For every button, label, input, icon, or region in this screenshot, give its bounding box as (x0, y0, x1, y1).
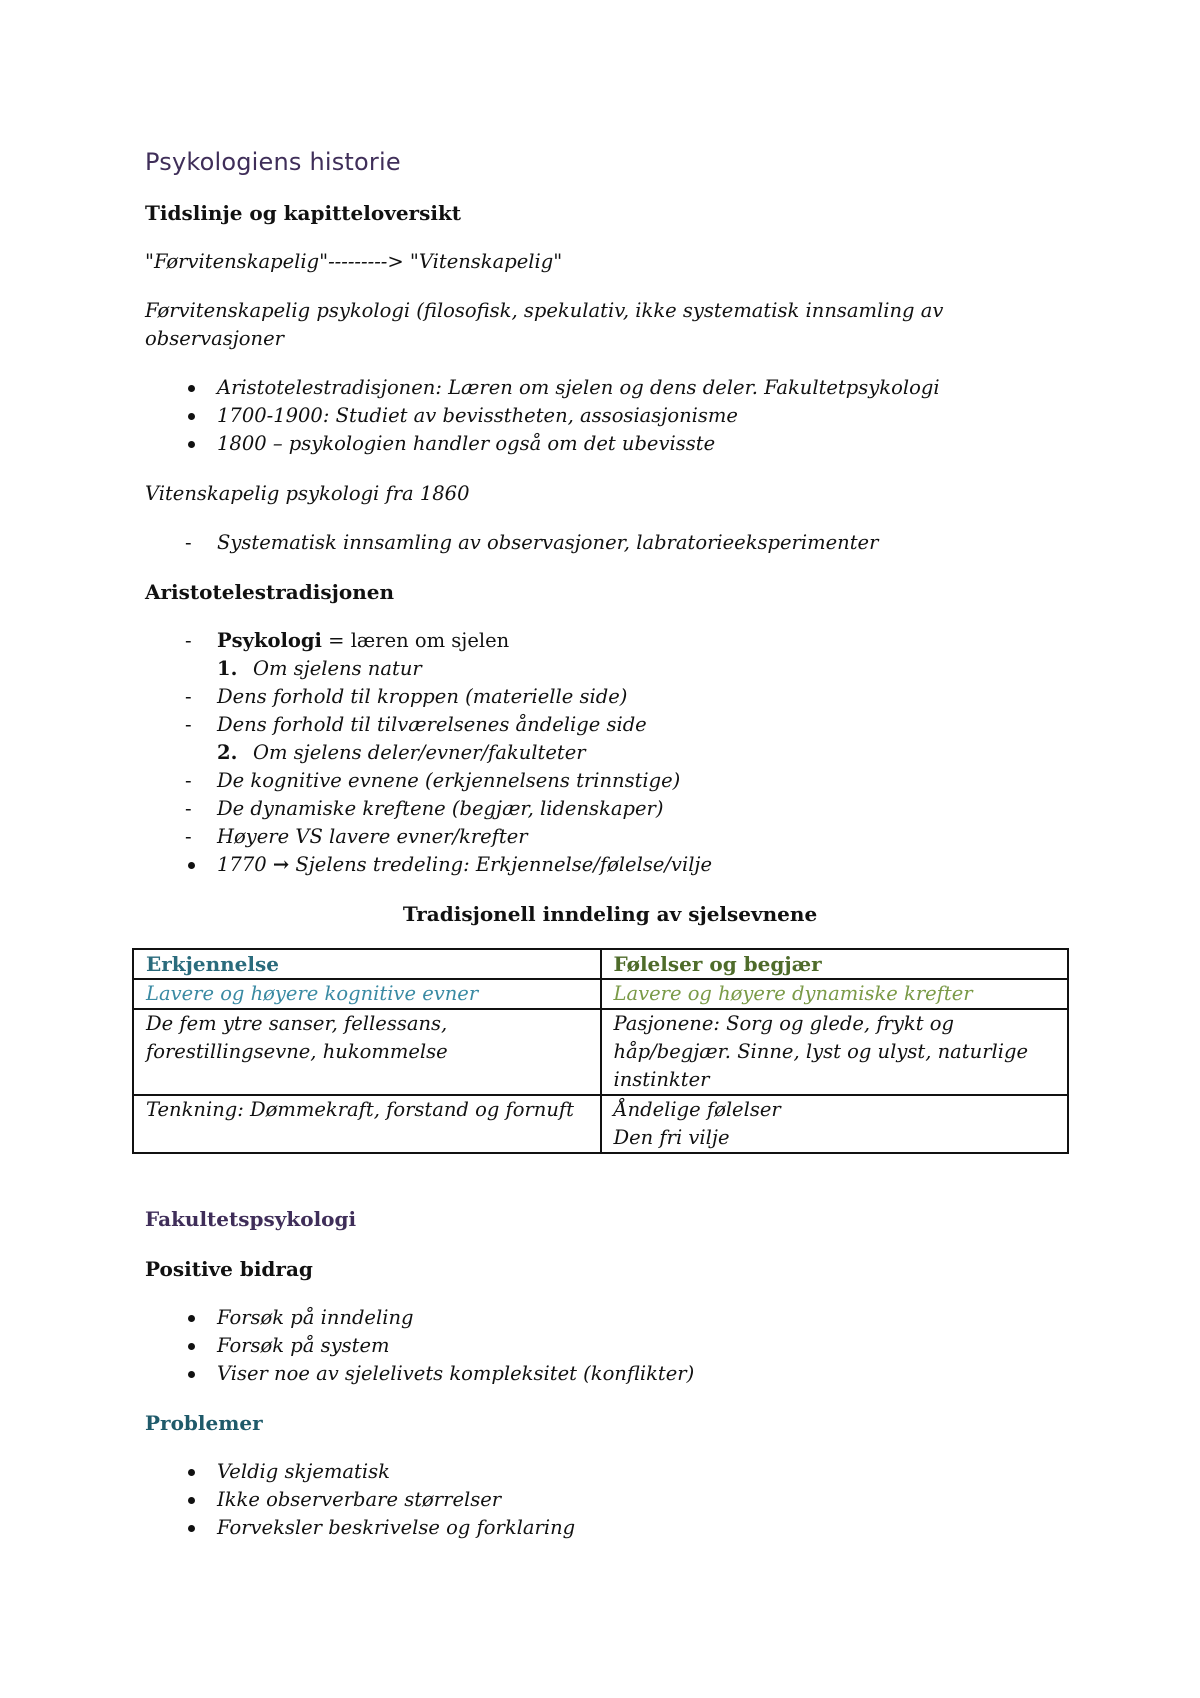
table-header-folelser: Følelser og begjær (601, 949, 1069, 979)
list-item: - Høyere VS lavere evner/krefter (185, 825, 528, 848)
list-item: 1800 – psykologien handler også om det ubevisste (185, 430, 715, 458)
table-header-erkjennelse: Erkjennelse (133, 949, 601, 979)
list-item: - Psykologi = læren om sjelen (185, 629, 510, 652)
bullet-icon (188, 441, 195, 448)
section-heading-positive: Positive bidrag (145, 1257, 313, 1281)
list-item: Viser noe av sjelelivets kompleksitet (konflikter) (185, 1360, 694, 1388)
section-heading-aristotle: Aristotelestradisjonen (145, 580, 394, 604)
section-heading-faculty: Fakultetspsykologi (145, 1207, 357, 1231)
page-title: Psykologiens historie (145, 148, 401, 176)
bullet-icon (188, 1469, 195, 1476)
table-row (133, 1009, 1068, 1095)
bullet-icon (188, 1497, 195, 1504)
list-item: 1770 → Sjelens tredeling: Erkjennelse/følelse/vilje (185, 851, 712, 879)
table-row (133, 1095, 1068, 1153)
table-cell: Pasjonene: Sorg og glede, frykt og håp/begjær. Sinne, lyst og ulyst, naturlige instinkter (601, 1009, 1069, 1095)
list-item: - Dens forhold til kroppen (materielle side) (185, 685, 628, 708)
list-item: Forsøk på system (185, 1332, 390, 1360)
table-cell: Åndelige følelser Den fri vilje (601, 1095, 1069, 1153)
bullet-icon (188, 385, 195, 392)
bullet-icon (188, 1371, 195, 1378)
list-item: Forsøk på inndeling (185, 1304, 414, 1332)
table-cell: Tenkning: Dømmekraft, forstand og fornuft (133, 1095, 601, 1153)
table-caption: Tradisjonell inndeling av sjelsevnene (402, 902, 818, 926)
bullet-icon (188, 413, 195, 420)
scientific-heading: Vitenskapelig psykologi fra 1860 (145, 482, 470, 505)
soul-faculties-table (132, 948, 1069, 1154)
bullet-icon (188, 862, 195, 869)
section-heading-timeline: Tidslinje og kapitteloversikt (145, 201, 462, 225)
prescientific-line-1: Førvitenskapelig psykologi (filosofisk, spekulativ, ikke systematisk innsamling av (145, 299, 944, 322)
list-item: Forveksler beskrivelse og forklaring (185, 1514, 575, 1542)
section-heading-problems: Problemer (145, 1411, 263, 1435)
list-item: Ikke observerbare størrelser (185, 1486, 501, 1514)
table-row (133, 949, 1068, 979)
bullet-icon (188, 1343, 195, 1350)
bullet-icon (188, 1315, 195, 1322)
table-cell: Lavere og høyere kognitive evner (133, 979, 601, 1009)
list-item: 1700-1900: Studiet av bevisstheten, assosiasjonisme (185, 402, 738, 430)
list-item: Veldig skjematisk (185, 1458, 390, 1486)
list-item: - De dynamiske kreftene (begjær, lidenskaper) (185, 797, 664, 820)
list-item: - Dens forhold til tilværelsenes åndelige side (185, 713, 647, 736)
list-item: - Systematisk innsamling av observasjoner, labratorieeksperimenter (185, 531, 879, 554)
bullet-icon (188, 1525, 195, 1532)
table-row (133, 979, 1068, 1009)
arrow-right-icon: → (272, 853, 290, 876)
numbered-item-2: 2. Om sjelens deler/evner/fakulteter (217, 741, 586, 764)
numbered-item-1: 1. Om sjelens natur (217, 657, 422, 680)
list-item: Aristotelestradisjonen: Læren om sjelen og dens deler. Fakultetpsykologi (185, 374, 940, 402)
list-item: - De kognitive evnene (erkjennelsens trinnstige) (185, 769, 681, 792)
table-cell: De fem ytre sanser, fellessans, forestillingsevne, hukommelse (133, 1009, 601, 1095)
timeline-text: "Førvitenskapelig"---------> "Vitenskapelig" (145, 250, 563, 273)
table-cell: Lavere og høyere dynamiske krefter (601, 979, 1069, 1009)
prescientific-line-2: observasjoner (145, 327, 284, 350)
